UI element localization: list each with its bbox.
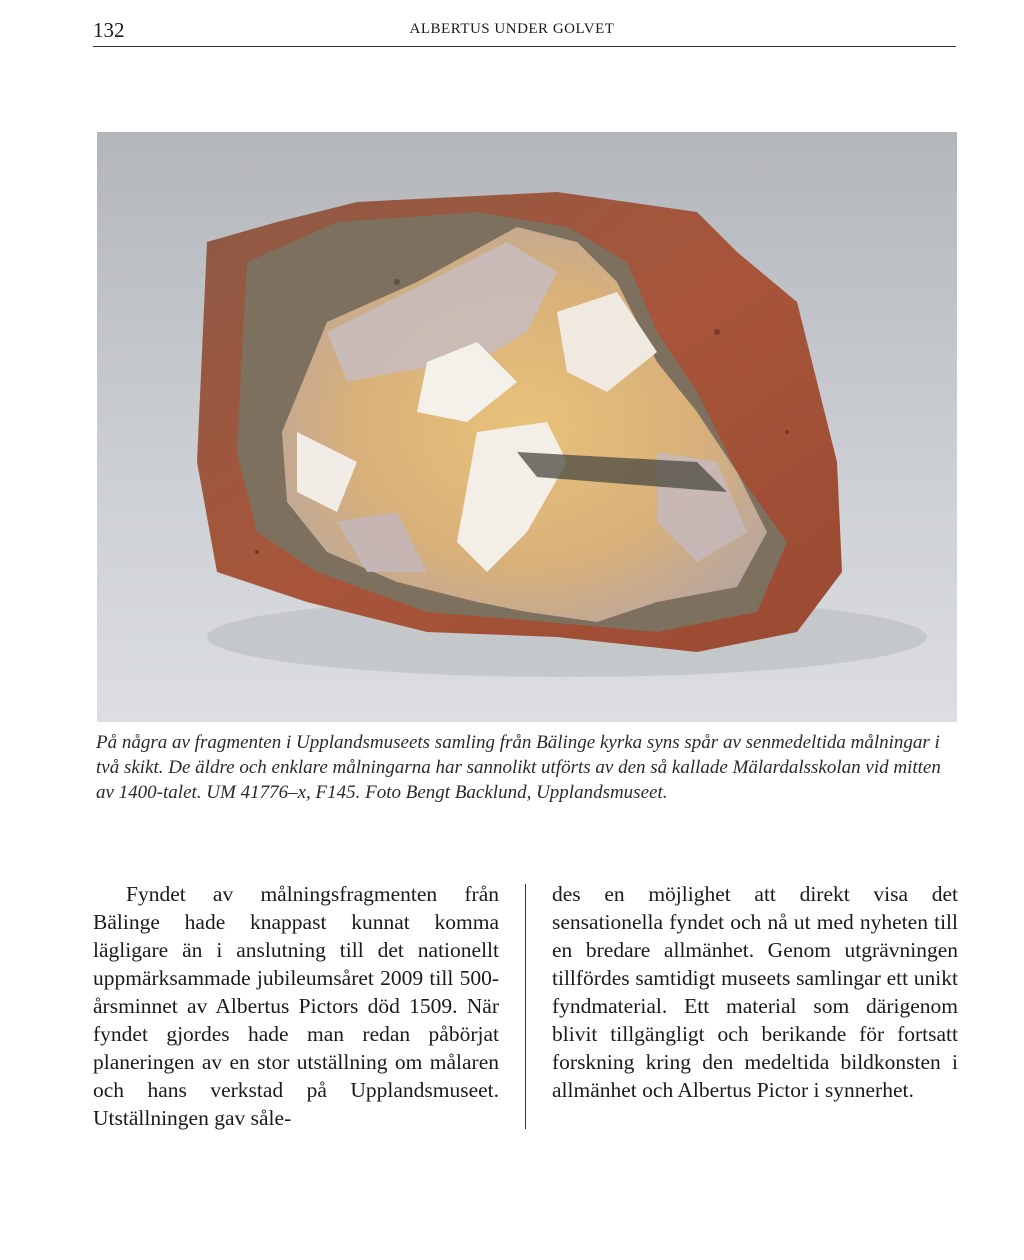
header-rule: [93, 46, 956, 47]
running-head: ALBERTUS UNDER GOLVET: [409, 21, 615, 37]
page-number: 132: [93, 18, 125, 42]
figure-caption: På några av fragmenten i Upplandsmuseets samling från Bälinge kyrka syns spår av senmedeltida målningar i två skikt. De äldre och enklare målningarna har sannolikt utförts av den så kallade Mälardalsskolan vid mitten av 1400-talet. UM 41776–x, F145. Foto Bengt Backlund, Upplandsmuseet.: [96, 732, 941, 803]
body-text-left-column: Fyndet av målningsfragmenten från Bälinge hade knappast kunnat komma lägligare än i anslutning till det nationellt uppmärksammade jubileumsåret 2009 till 500-årsminnet av Albertus Pictors död 1509. När fyndet gjordes hade man redan påbörjat planeringen av en stor utställning om målaren och hans verkstad på Upplandsmuseet. Utställningen gav såle-: [93, 882, 499, 1130]
brick-fragment-photo: [97, 132, 957, 722]
body-text-right-column: des en möjlighet att direkt visa det sensationella fyndet och nå ut med nyheten till en bredare allmänhet. Genom utgrävningen tillfördes samtidigt museets samlingar ett unikt fyndmaterial. Ett material som därigenom blivit tillgängligt och berikande för fortsatt forskning kring den medeltida bildkonsten i allmänhet och Albertus Pictor i synnerhet.: [552, 882, 958, 1102]
column-divider: [525, 884, 526, 1129]
